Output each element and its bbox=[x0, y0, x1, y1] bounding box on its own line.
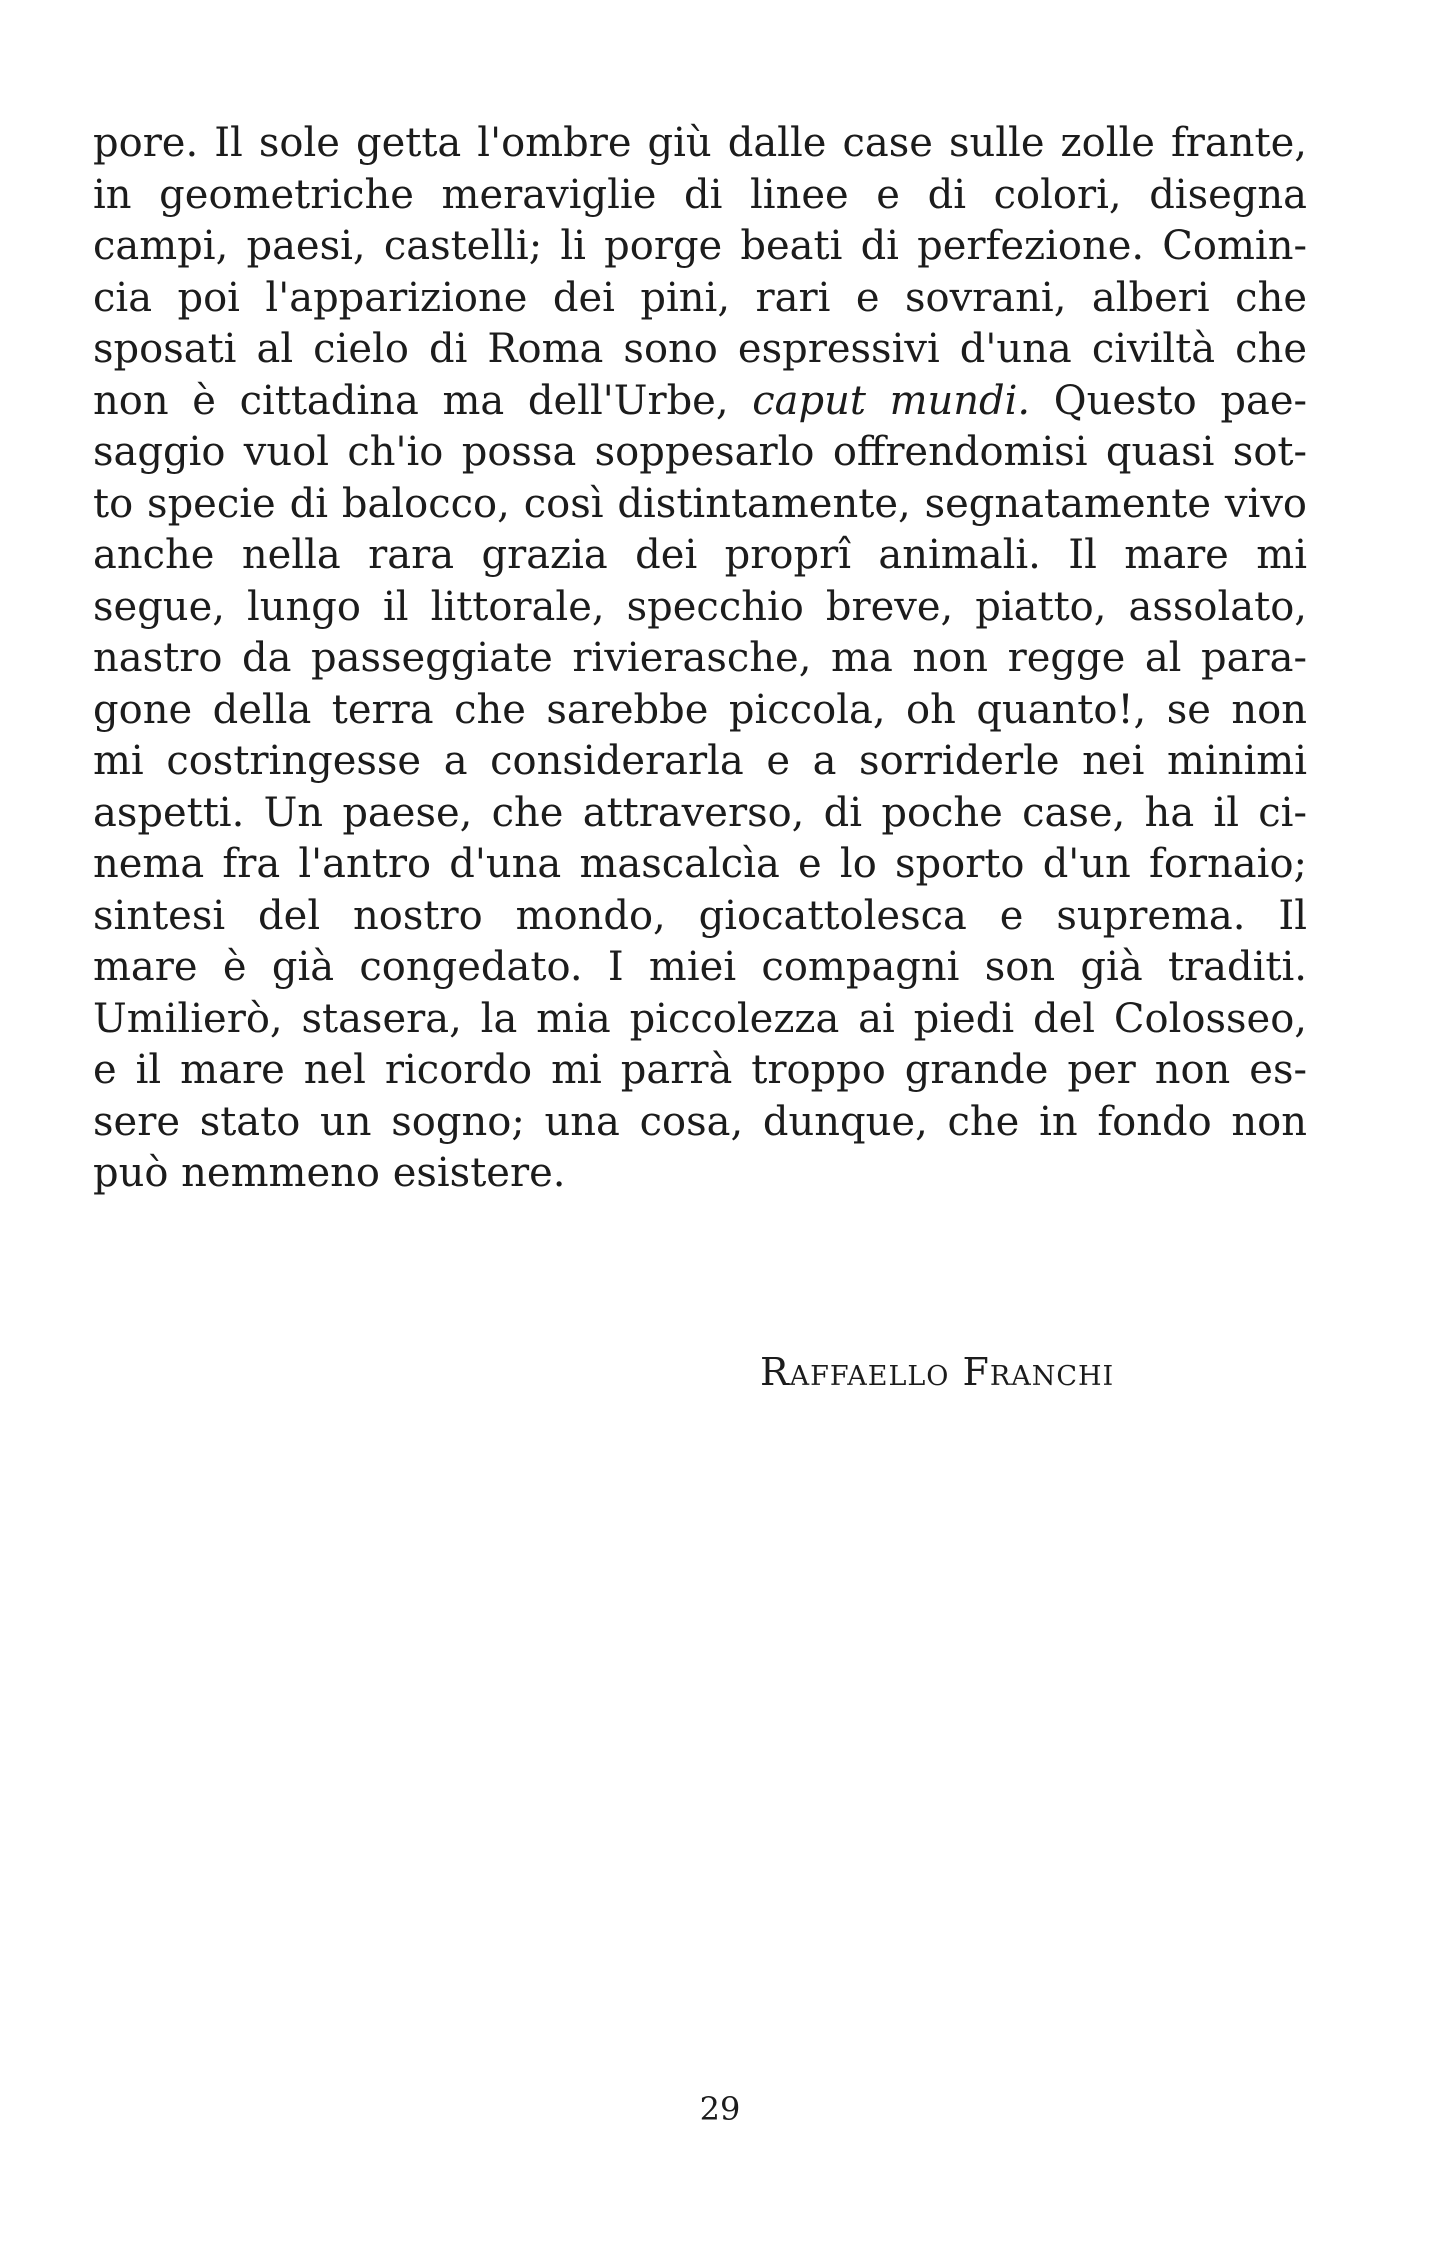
text-line-17: mare è già congedato. I miei compagni son già traditi. bbox=[93, 944, 1307, 990]
text-line-4: cia poi l'apparizione dei pini, rari e sovrani, alberi che bbox=[93, 274, 1307, 321]
text-line-18: Umilierò, stasera, la mia piccolezza ai piedi del Colosseo, bbox=[93, 995, 1307, 1042]
text-line-16: sintesi del nostro mondo, giocattolesca e suprema. Il bbox=[93, 892, 1307, 939]
body-text bbox=[93, 118, 1307, 1200]
page-number: 29 bbox=[699, 2090, 741, 2128]
text-line-6-start: non è cittadina ma dell'Urbe, bbox=[93, 377, 729, 424]
author-signature: Raffaello Franchi bbox=[760, 1350, 1115, 1394]
text-line-11: nastro da passeggiate rivierasche, ma non regge al para- bbox=[93, 635, 1307, 681]
text-line-6 bbox=[93, 376, 1307, 428]
text-line-7: saggio vuol ch'io possa soppesarlo offrendomisi quasi sot- bbox=[93, 429, 1307, 475]
text-line-5: sposati al cielo di Roma sono espressivi d'una civiltà che bbox=[93, 326, 1307, 372]
text-line-21: può nemmeno esistere. bbox=[93, 1150, 566, 1196]
text-line-2: in geometriche meraviglie di linee e di colori, disegna bbox=[93, 171, 1307, 218]
text-line-3: campi, paesi, castelli; li porge beati di perfezione. Comin- bbox=[93, 223, 1307, 269]
text-line-13: mi costringesse a considerarla e a sorriderle nei minimi bbox=[93, 738, 1307, 784]
text-line-19: e il mare nel ricordo mi parrà troppo grande per non es- bbox=[93, 1047, 1307, 1093]
text-line-10: segue, lungo il littorale, specchio breve, piatto, assolato, bbox=[93, 583, 1307, 630]
text-line-20: sere stato un sogno; una cosa, dunque, che in fondo non bbox=[93, 1098, 1307, 1145]
text-line-6-end: Questo pae- bbox=[1053, 377, 1308, 424]
text-line-8: to specie di balocco, così distintamente, segnatamente vivo bbox=[93, 480, 1307, 527]
text-line-14: aspetti. Un paese, che attraverso, di poche case, ha il ci- bbox=[93, 789, 1307, 836]
text-line-12: gone della terra che sarebbe piccola, oh quanto!, se non bbox=[93, 686, 1307, 733]
text-line-9: anche nella rara grazia dei proprî animali. Il mare mi bbox=[93, 532, 1307, 578]
italic-phrase: caput mundi. bbox=[752, 377, 1031, 424]
text-line-15: nema fra l'antro d'una mascalcìa e lo sporto d'un fornaio; bbox=[93, 841, 1307, 887]
text-line-1: pore. Il sole getta l'ombre giù dalle case sulle zolle frante, bbox=[93, 120, 1307, 166]
